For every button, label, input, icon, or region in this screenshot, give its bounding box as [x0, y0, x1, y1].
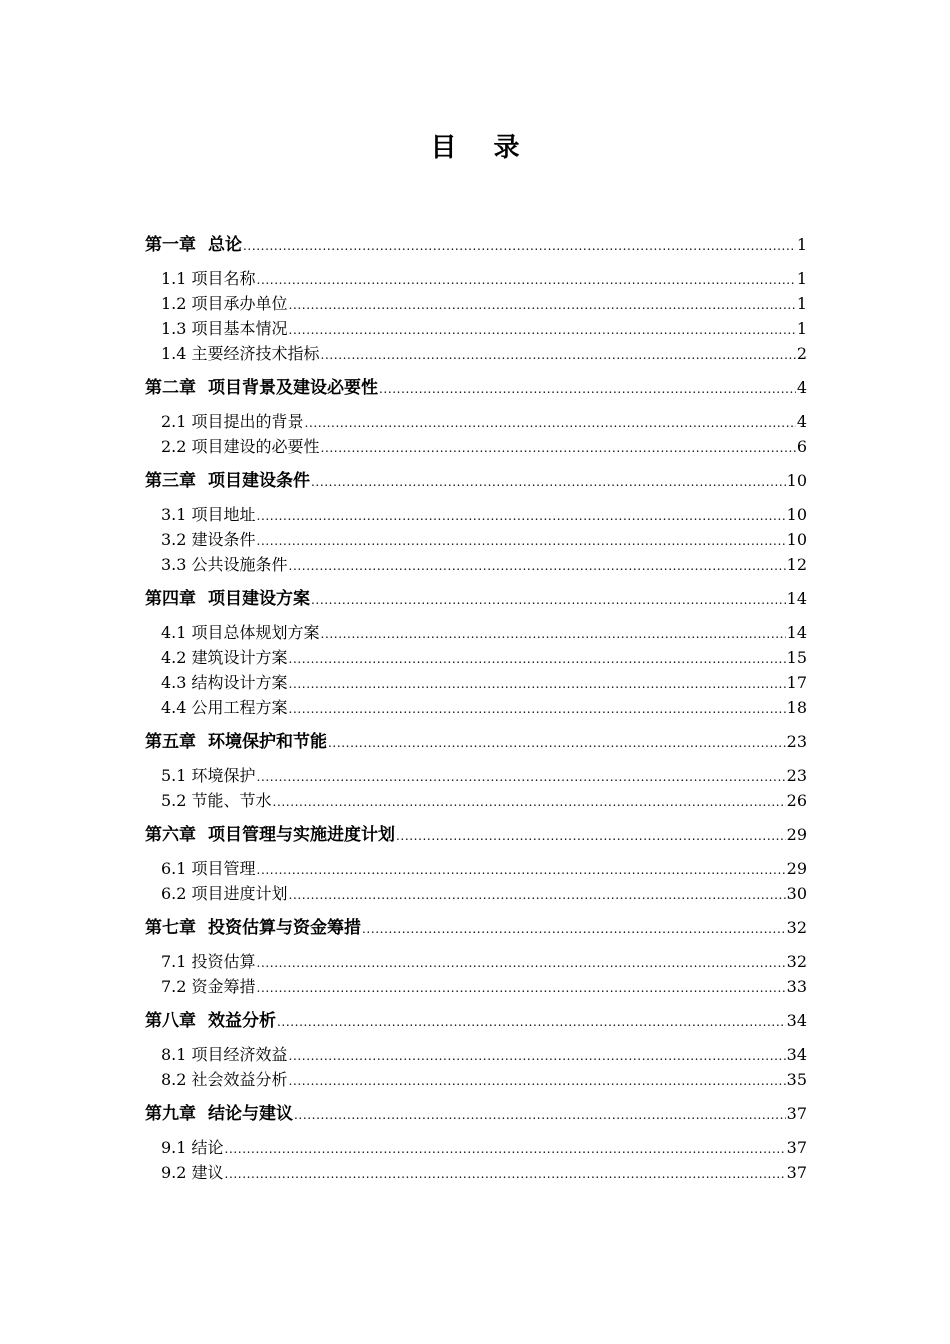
- toc-section-entry[interactable]: [145, 409, 807, 434]
- toc-chapter-entry[interactable]: [145, 586, 807, 611]
- dot-leader: [328, 731, 786, 756]
- toc-section-entry[interactable]: [145, 856, 807, 881]
- section-label: 4.1 项目总体规划方案: [161, 623, 320, 642]
- toc-section-entry[interactable]: [145, 974, 807, 999]
- chapter-number: 第三章: [145, 471, 196, 491]
- toc-section-group: [145, 502, 807, 577]
- section-label: 5.2 节能、节水: [161, 791, 272, 810]
- toc-chapter-entry[interactable]: [145, 375, 807, 400]
- section-label: 9.1 结论: [161, 1138, 224, 1157]
- dot-leader: [289, 1044, 786, 1069]
- toc-section-group: [145, 409, 807, 459]
- chapter-number: 第八章: [145, 1011, 196, 1031]
- section-page-number: 37: [786, 1163, 807, 1182]
- chapter-label: [145, 587, 310, 612]
- dot-leader: [289, 672, 786, 697]
- dot-leader: [257, 765, 786, 790]
- chapter-number: 第五章: [145, 732, 196, 752]
- section-label: 4.2 建筑设计方案: [161, 648, 288, 667]
- toc-section-group: [145, 620, 807, 720]
- section-page-number: 17: [786, 673, 807, 692]
- toc-chapter-entry[interactable]: [145, 1101, 807, 1126]
- toc-chapter-entry[interactable]: [145, 1008, 807, 1033]
- toc-section-group: [145, 763, 807, 813]
- toc-section-entry[interactable]: [145, 695, 807, 720]
- section-page-number: 23: [786, 766, 807, 785]
- chapter-title: 项目管理与实施进度计划: [208, 825, 395, 845]
- toc-section-group: [145, 856, 807, 906]
- section-page-number: 1: [796, 294, 807, 313]
- chapter-title: 项目建设条件: [208, 471, 310, 491]
- section-page-number: 34: [786, 1045, 807, 1064]
- chapter-page-number: 32: [786, 918, 807, 937]
- section-page-number: 6: [796, 437, 807, 456]
- dot-leader: [257, 529, 786, 554]
- dot-leader: [289, 883, 786, 908]
- dot-leader: [396, 824, 786, 849]
- section-label: 1.4 主要经济技术指标: [161, 344, 320, 363]
- dot-leader: [321, 436, 796, 461]
- section-page-number: 4: [796, 412, 807, 431]
- section-label: 3.2 建设条件: [161, 530, 256, 549]
- section-label: 8.2 社会效益分析: [161, 1070, 288, 1089]
- section-label: 8.1 项目经济效益: [161, 1045, 288, 1064]
- dot-leader: [289, 318, 796, 343]
- section-label: 7.2 资金筹措: [161, 977, 256, 996]
- section-label: 4.4 公用工程方案: [161, 698, 288, 717]
- toc-section-group: [145, 1135, 807, 1185]
- toc-chapter-entry[interactable]: [145, 468, 807, 493]
- chapter-number: 第一章: [145, 235, 196, 255]
- toc-title: 目 录: [430, 133, 534, 163]
- chapter-title: 投资估算与资金筹措: [208, 918, 361, 938]
- section-page-number: 33: [786, 977, 807, 996]
- chapter-page-number: 4: [796, 378, 807, 397]
- toc-section-entry[interactable]: [145, 527, 807, 552]
- toc-section-entry[interactable]: [145, 763, 807, 788]
- section-page-number: 30: [786, 884, 807, 903]
- toc-section-entry[interactable]: [145, 645, 807, 670]
- section-page-number: 32: [786, 952, 807, 971]
- section-page-number: 18: [786, 698, 807, 717]
- section-page-number: 1: [796, 319, 807, 338]
- toc-section-entry[interactable]: [145, 1042, 807, 1067]
- section-label: 6.2 项目进度计划: [161, 884, 288, 903]
- toc-section-group: [145, 266, 807, 366]
- toc-chapter-entry[interactable]: [145, 822, 807, 847]
- section-label: 3.3 公共设施条件: [161, 555, 288, 574]
- toc-chapter-entry[interactable]: [145, 232, 807, 257]
- dot-leader: [362, 917, 786, 942]
- dot-leader: [225, 1137, 786, 1162]
- toc-section-entry[interactable]: [145, 552, 807, 577]
- chapter-label: [145, 1009, 276, 1034]
- toc-section-entry[interactable]: [145, 620, 807, 645]
- chapter-label: [145, 233, 242, 258]
- section-label: 1.2 项目承办单位: [161, 294, 288, 313]
- toc-section-entry[interactable]: [145, 670, 807, 695]
- chapter-page-number: 1: [796, 235, 807, 254]
- toc-section-entry[interactable]: [145, 1135, 807, 1160]
- section-label: 2.1 项目提出的背景: [161, 412, 304, 431]
- section-page-number: 37: [786, 1138, 807, 1157]
- section-label: 3.1 项目地址: [161, 505, 256, 524]
- toc-section-entry[interactable]: [145, 881, 807, 906]
- section-label: 9.2 建议: [161, 1163, 224, 1182]
- section-label: 2.2 项目建设的必要性: [161, 437, 320, 456]
- dot-leader: [289, 293, 796, 318]
- chapter-title: 效益分析: [208, 1011, 276, 1031]
- dot-leader: [257, 976, 786, 1001]
- toc-section-entry[interactable]: [145, 266, 807, 291]
- chapter-page-number: 14: [786, 589, 807, 608]
- toc-section-entry[interactable]: [145, 502, 807, 527]
- section-label: 7.1 投资估算: [161, 952, 256, 971]
- chapter-label: [145, 730, 327, 755]
- dot-leader: [294, 1103, 786, 1128]
- section-page-number: 35: [786, 1070, 807, 1089]
- section-page-number: 26: [786, 791, 807, 810]
- dot-leader: [305, 411, 796, 436]
- chapter-title: 项目建设方案: [208, 589, 310, 609]
- chapter-page-number: 10: [786, 471, 807, 490]
- chapter-title: 结论与建议: [208, 1104, 293, 1124]
- dot-leader: [225, 1162, 786, 1187]
- dot-leader: [243, 234, 796, 259]
- toc-section-entry[interactable]: [145, 1067, 807, 1092]
- toc-section-entry[interactable]: [145, 341, 807, 366]
- dot-leader: [311, 588, 786, 613]
- section-page-number: 12: [786, 555, 807, 574]
- dot-leader: [257, 504, 786, 529]
- chapter-title: 环境保护和节能: [208, 732, 327, 752]
- section-label: 1.1 项目名称: [161, 269, 256, 288]
- chapter-page-number: 34: [786, 1011, 807, 1030]
- toc-section-entry[interactable]: [145, 316, 807, 341]
- chapter-label: [145, 916, 361, 941]
- table-of-contents: [145, 232, 807, 1194]
- dot-leader: [257, 951, 786, 976]
- chapter-number: 第四章: [145, 589, 196, 609]
- dot-leader: [257, 268, 796, 293]
- dot-leader: [289, 1069, 786, 1094]
- section-page-number: 10: [786, 505, 807, 524]
- section-page-number: 10: [786, 530, 807, 549]
- section-page-number: 29: [786, 859, 807, 878]
- dot-leader: [257, 858, 786, 883]
- chapter-number: 第七章: [145, 918, 196, 938]
- toc-chapter-entry[interactable]: [145, 729, 807, 754]
- section-page-number: 15: [786, 648, 807, 667]
- dot-leader: [379, 377, 796, 402]
- toc-chapter-entry[interactable]: [145, 915, 807, 940]
- section-page-number: 1: [796, 269, 807, 288]
- dot-leader: [273, 790, 786, 815]
- section-label: 6.1 项目管理: [161, 859, 256, 878]
- toc-section-entry[interactable]: [145, 949, 807, 974]
- dot-leader: [277, 1010, 786, 1035]
- chapter-label: [145, 376, 378, 401]
- section-page-number: 14: [786, 623, 807, 642]
- toc-section-entry[interactable]: [145, 434, 807, 459]
- chapter-title: 总论: [208, 235, 242, 255]
- toc-section-entry[interactable]: [145, 1160, 807, 1185]
- chapter-number: 第二章: [145, 378, 196, 398]
- toc-section-entry[interactable]: [145, 291, 807, 316]
- toc-section-entry[interactable]: [145, 788, 807, 813]
- toc-section-group: [145, 1042, 807, 1092]
- dot-leader: [289, 697, 786, 722]
- section-label: 5.1 环境保护: [161, 766, 256, 785]
- section-label: 4.3 结构设计方案: [161, 673, 288, 692]
- dot-leader: [321, 343, 796, 368]
- dot-leader: [321, 622, 786, 647]
- chapter-title: 项目背景及建设必要性: [208, 378, 378, 398]
- chapter-number: 第九章: [145, 1104, 196, 1124]
- chapter-page-number: 37: [786, 1104, 807, 1123]
- dot-leader: [289, 647, 786, 672]
- dot-leader: [311, 470, 786, 495]
- chapter-label: [145, 823, 395, 848]
- chapter-label: [145, 469, 310, 494]
- section-page-number: 2: [796, 344, 807, 363]
- section-label: 1.3 项目基本情况: [161, 319, 288, 338]
- chapter-label: [145, 1102, 293, 1127]
- dot-leader: [289, 554, 786, 579]
- toc-section-group: [145, 949, 807, 999]
- chapter-number: 第六章: [145, 825, 196, 845]
- chapter-page-number: 23: [786, 732, 807, 751]
- chapter-page-number: 29: [786, 825, 807, 844]
